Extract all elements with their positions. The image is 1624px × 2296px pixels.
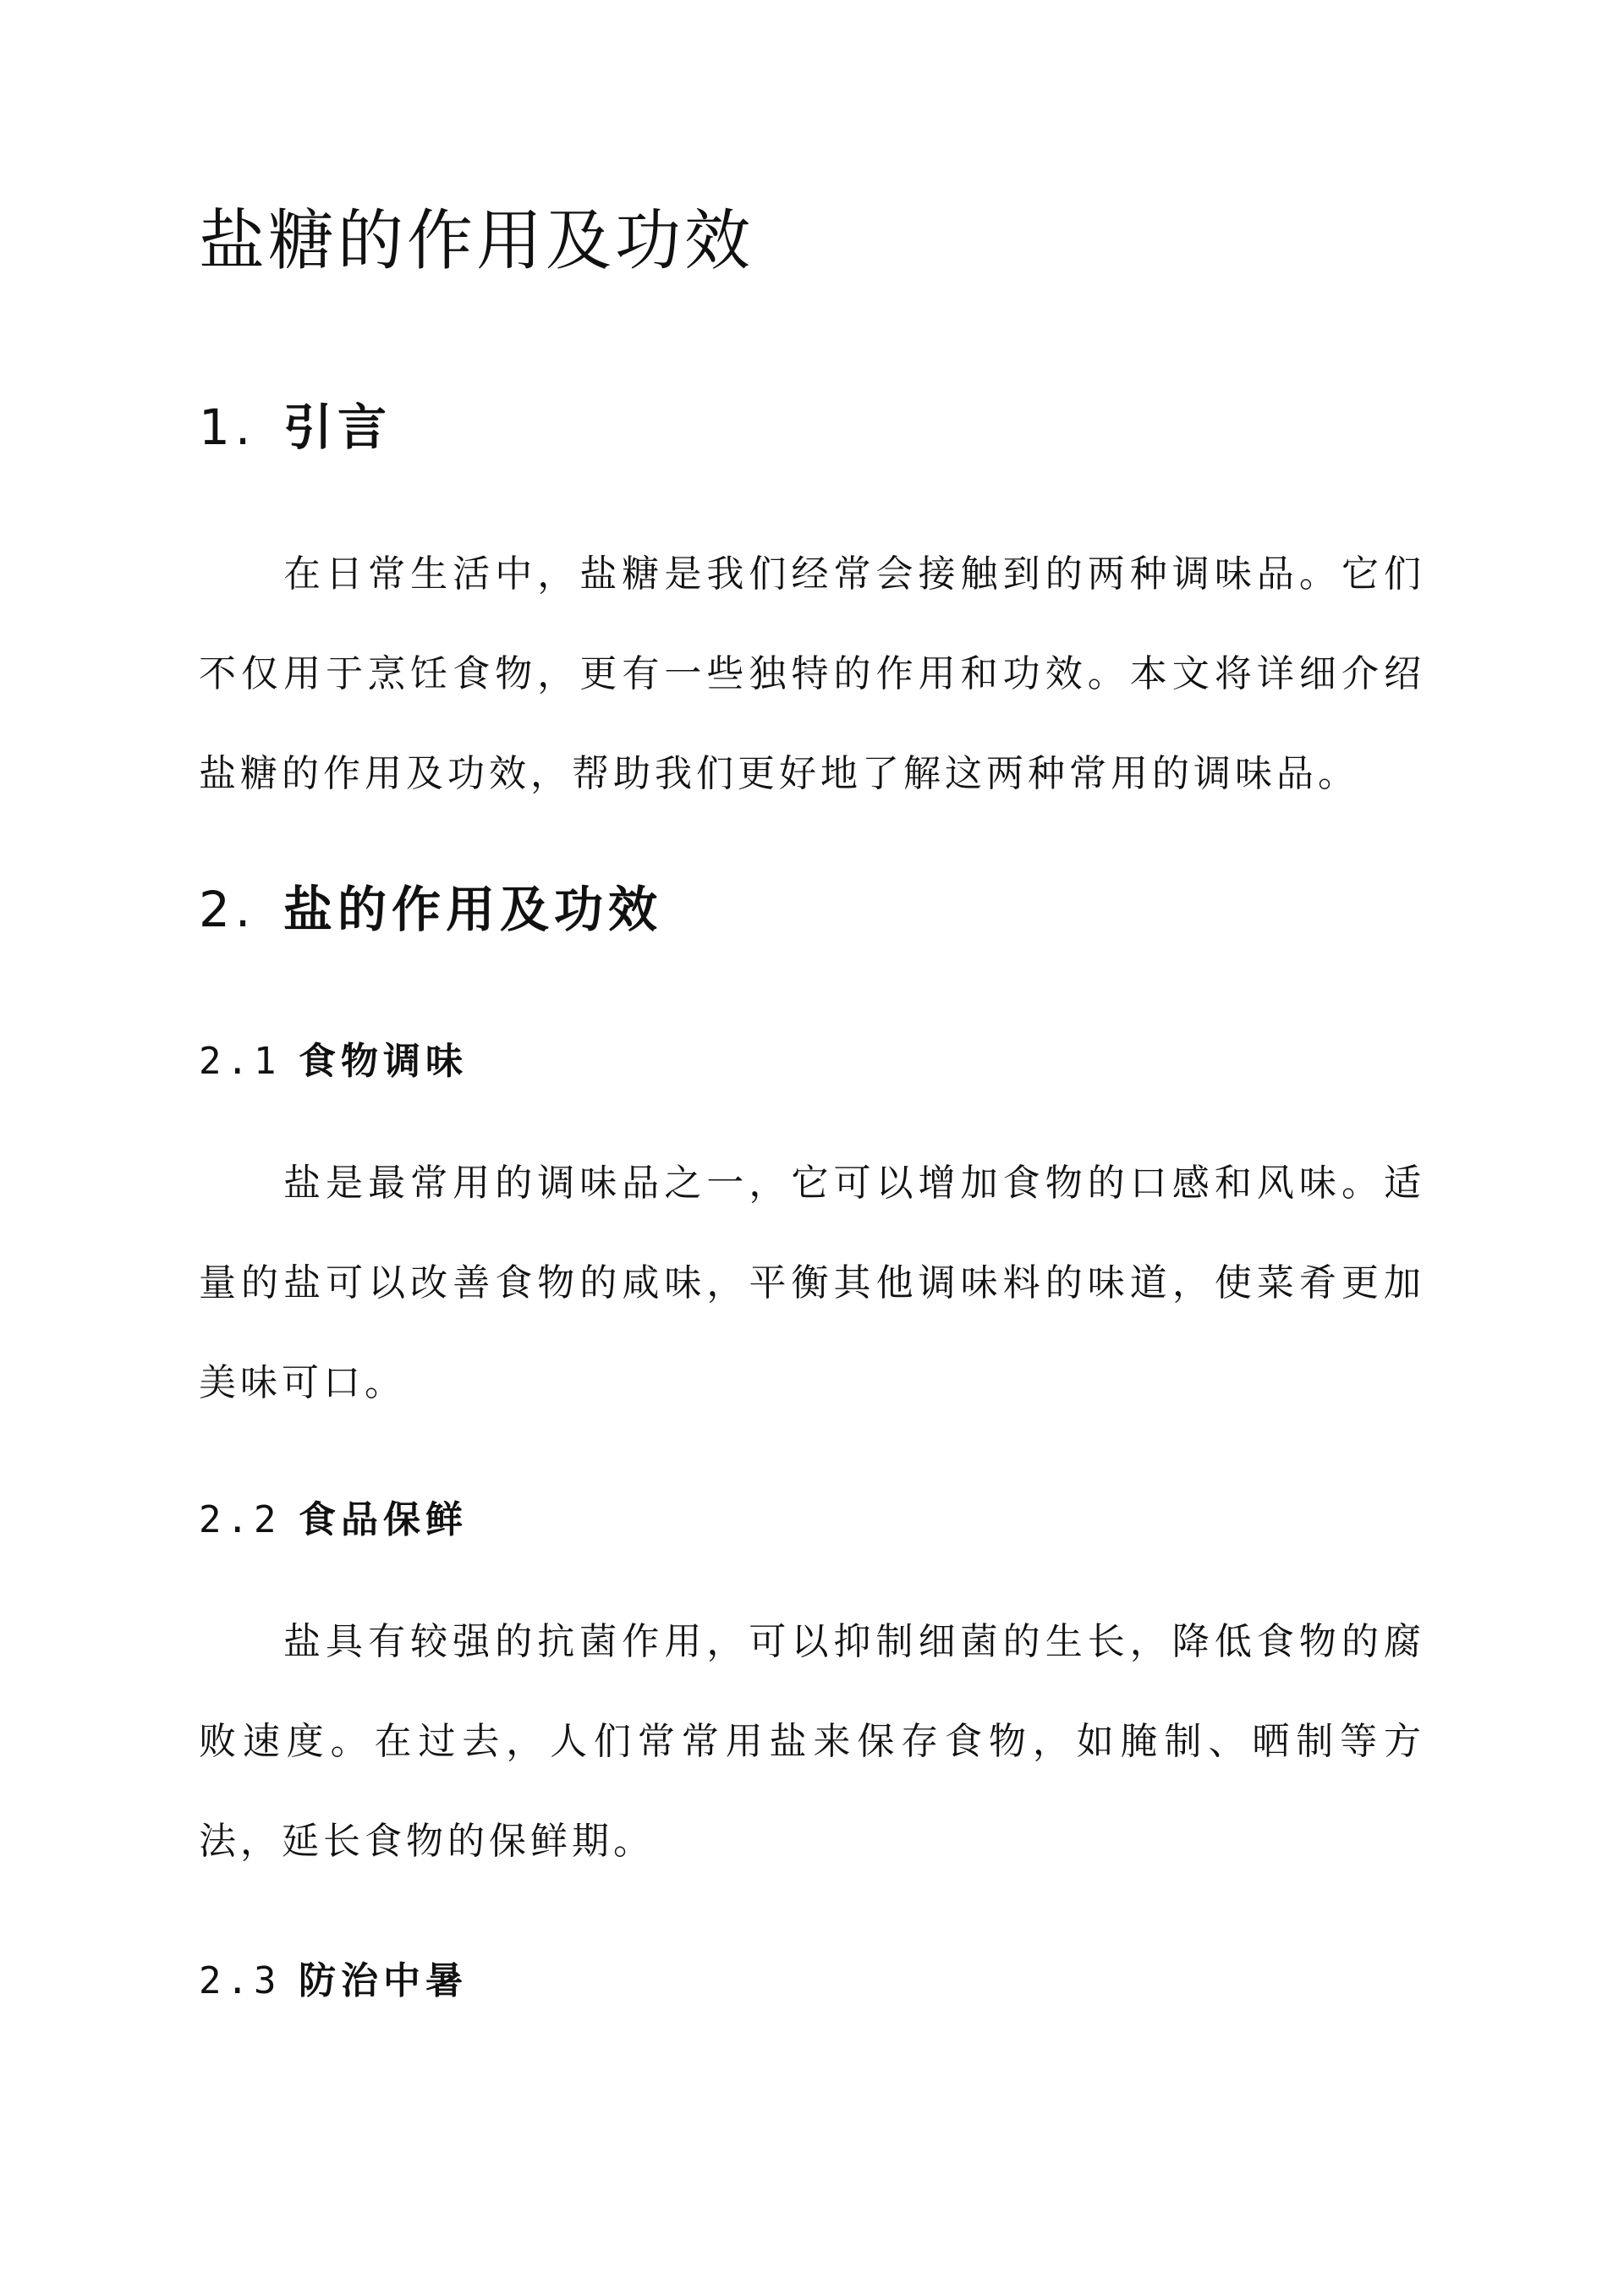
section-number: 2. [199, 881, 256, 938]
subsection-heading-seasoning [199, 1036, 468, 1087]
subsection-number: 2.2 [199, 1498, 282, 1541]
section-number: 1. [199, 398, 256, 456]
subsection-heading-heatstroke [199, 1956, 468, 2007]
subsection-number: 2.3 [199, 1959, 282, 2002]
subsection-title: 食物调味 [299, 1040, 468, 1083]
subsection-title: 食品保鲜 [299, 1498, 468, 1541]
subsection-number: 2.1 [199, 1040, 282, 1083]
section-paragraph-introduction: 在日常生活中，盐糖是我们经常会接触到的两种调味品。它们不仅用于烹饪食物，更有一些独特的作用和功效。本文将详细介绍盐糖的作用及功效，帮助我们更好地了解这两种常用的调味品。 [199, 552, 1425, 795]
subsection-title: 防治中暑 [299, 1959, 468, 2002]
document-title: 盐糖的作用及功效 [199, 203, 754, 279]
section-heading-introduction [199, 393, 392, 461]
subsection-paragraph-preservation: 盐具有较强的抗菌作用，可以抑制细菌的生长，降低食物的腐败速度。在过去，人们常常用盐来保存食物，如腌制、晒制等方法，延长食物的保鲜期。 [199, 1620, 1425, 1863]
subsection-paragraph-seasoning: 盐是最常用的调味品之一，它可以增加食物的口感和风味。适量的盐可以改善食物的咸味，平衡其他调味料的味道，使菜肴更加美味可口。 [199, 1162, 1425, 1404]
section-title: 引言 [283, 398, 392, 456]
section-title: 盐的作用及功效 [283, 881, 663, 938]
section-heading-salt [199, 876, 662, 943]
subsection-heading-preservation [199, 1495, 468, 1546]
